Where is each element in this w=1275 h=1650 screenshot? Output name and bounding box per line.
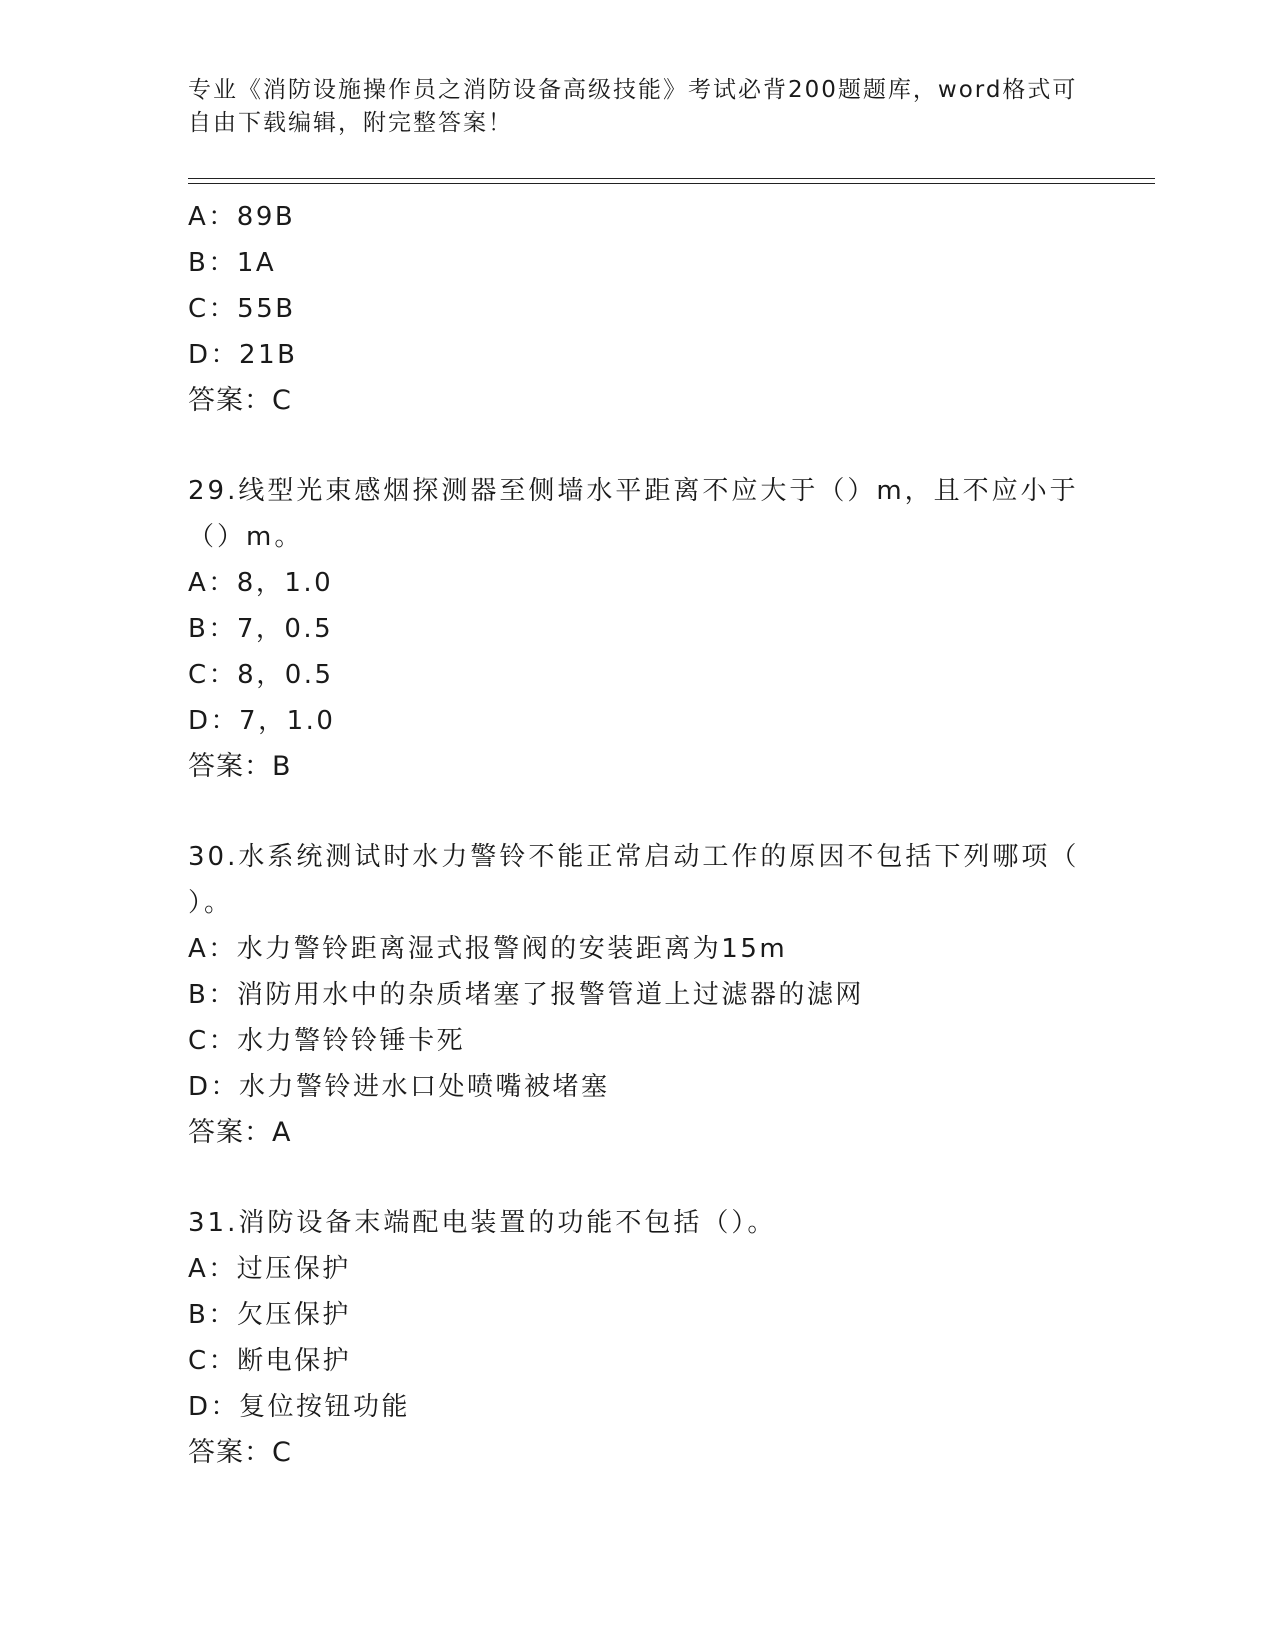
question-31-option-b: B：欠压保护 — [188, 1300, 351, 1330]
question-30-text-line-1: 30.水系统测试时水力警铃不能正常启动工作的原因不包括下列哪项（ — [188, 842, 1080, 872]
question-31-option-d: D：复位按钮功能 — [188, 1392, 411, 1422]
question-29-answer: 答案：B — [188, 751, 292, 782]
document-header — [188, 74, 1088, 140]
question-29-option-a: A：8，1.0 — [188, 568, 334, 598]
question-29-option-b: B：7，0.5 — [188, 614, 334, 644]
header-rule-top — [188, 178, 1155, 179]
question-30-option-a: A：水力警铃距离湿式报警阀的安装距离为15m — [188, 934, 788, 964]
question-31-block — [188, 1200, 1088, 1476]
question-30-text-line-2: ）。 — [188, 888, 234, 918]
question-29-text-line-1: 29.线型光束感烟探测器至侧墙水平距离不应大于（）m，且不应小于 — [188, 476, 1079, 506]
spacer — [188, 1156, 1088, 1200]
question-29-option-c: C：8，0.5 — [188, 660, 334, 690]
spacer — [188, 790, 1088, 834]
question-29-text-line-2: （）m。 — [188, 522, 304, 552]
question-28-option-a: A：89B — [188, 202, 296, 232]
question-list — [188, 194, 1088, 1476]
question-30-block — [188, 834, 1088, 1156]
header-line-1: 专业《消防设施操作员之消防设备高级技能》考试必背200题题库，word格式可 — [188, 77, 1078, 103]
question-31-option-c: C：断电保护 — [188, 1346, 352, 1376]
question-30-answer: 答案：A — [188, 1117, 292, 1148]
question-28-option-c: C：55B — [188, 294, 296, 324]
header-rule-bottom — [188, 183, 1155, 184]
question-28-answer: 答案：C — [188, 385, 292, 416]
question-29-option-d: D：7，1.0 — [188, 706, 336, 736]
spacer — [188, 424, 1088, 468]
question-28-option-d: D：21B — [188, 340, 298, 370]
question-28-block — [188, 194, 1088, 424]
header-line-2: 自由下载编辑，附完整答案！ — [188, 110, 513, 136]
question-30-option-d: D：水力警铃进水口处喷嘴被堵塞 — [188, 1072, 610, 1102]
question-28-option-b: B：1A — [188, 248, 277, 278]
question-31-text-line-1: 31.消防设备末端配电装置的功能不包括（）。 — [188, 1208, 777, 1238]
question-30-option-c: C：水力警铃铃锤卡死 — [188, 1026, 466, 1056]
question-31-option-a: A：过压保护 — [188, 1254, 351, 1284]
question-30-option-b: B：消防用水中的杂质堵塞了报警管道上过滤器的滤网 — [188, 980, 864, 1010]
question-31-answer: 答案：C — [188, 1437, 292, 1468]
question-29-block — [188, 468, 1088, 790]
